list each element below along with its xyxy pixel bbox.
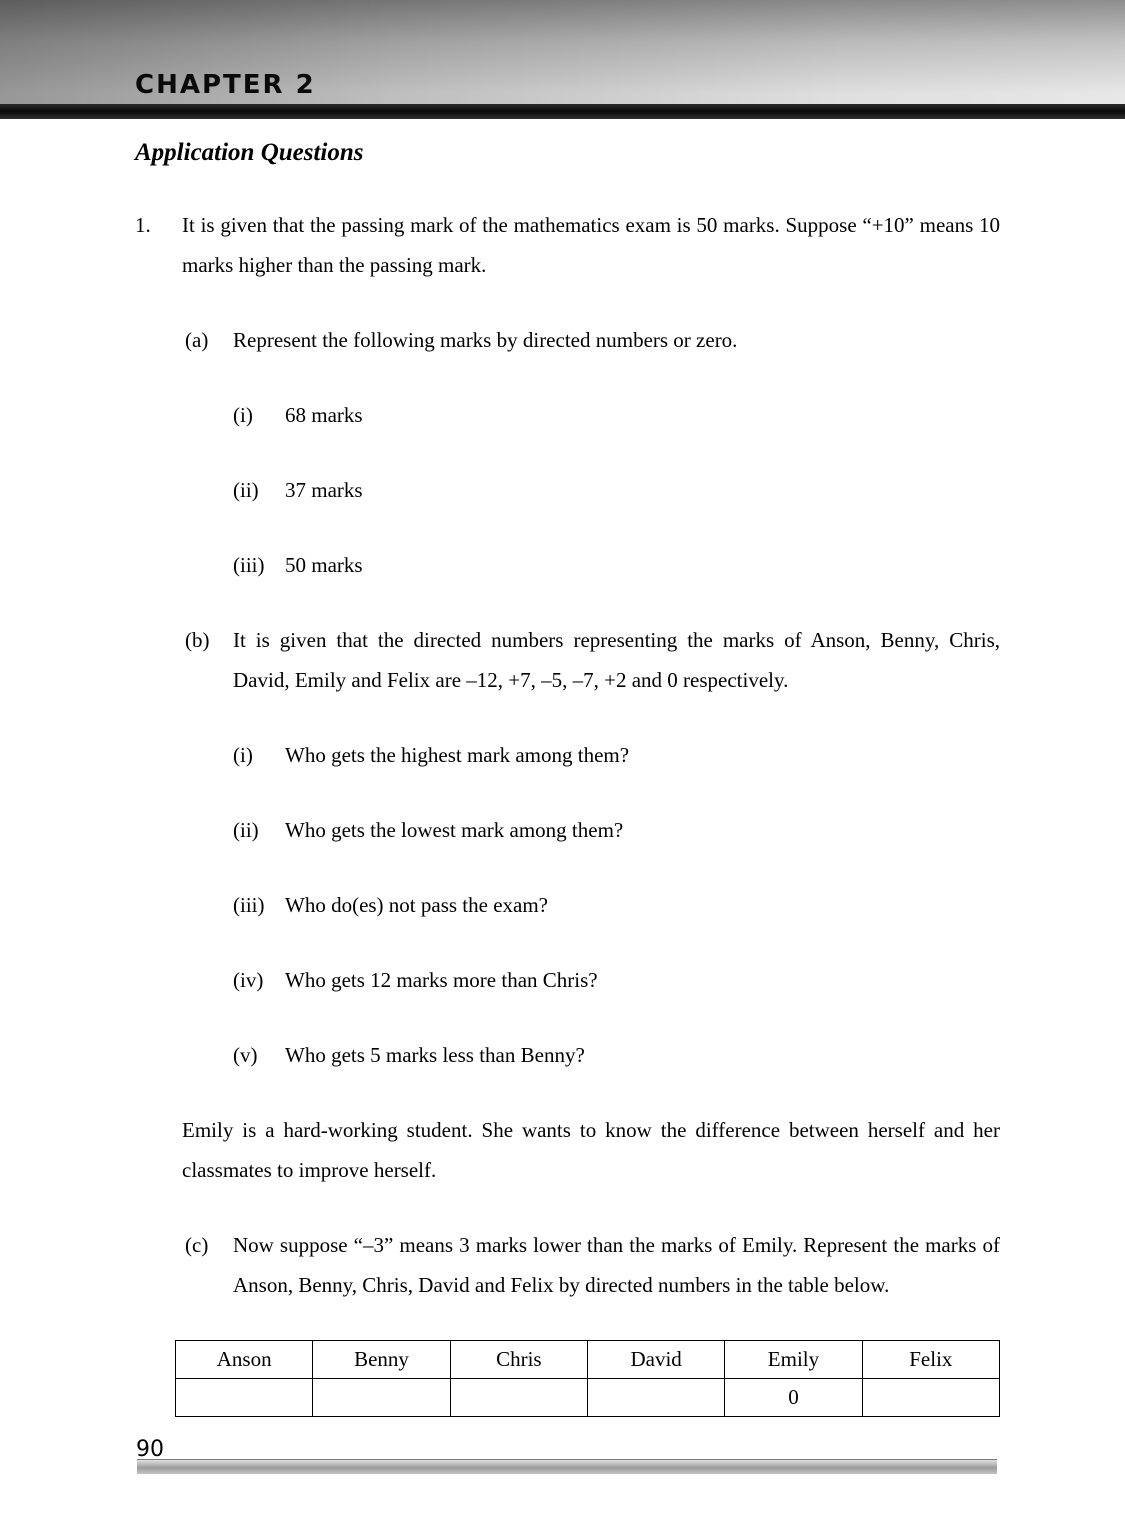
table-cell-benny: [313, 1379, 450, 1417]
table-cell-emily: 0: [725, 1379, 862, 1417]
table-header-emily: Emily: [725, 1341, 862, 1379]
table-header-row: [176, 1341, 1000, 1379]
item-number: (i): [233, 403, 253, 427]
item-text: Who gets 5 marks less than Benny?: [285, 1043, 585, 1067]
part-a-item-ii: [233, 470, 1000, 510]
part-c-text: Now suppose “–3” means 3 marks lower than the marks of Emily. Represent the marks of Anson, Benny, Chris, David and Felix by directed numbers in the table below.: [233, 1233, 1000, 1297]
part-b-item-i: [233, 735, 1000, 775]
item-number: (iii): [233, 553, 265, 577]
table-cell-david: [587, 1379, 724, 1417]
item-text: Who do(es) not pass the exam?: [285, 893, 549, 917]
chapter-title: CHAPTER 2: [135, 70, 316, 100]
item-number: (ii): [233, 478, 259, 502]
content: [0, 133, 1125, 1417]
header-divider: [0, 104, 1125, 119]
part-c-label: (c): [185, 1233, 209, 1257]
part-b-label: (b): [185, 628, 210, 652]
part-b-text: It is given that the directed numbers representing the marks of Anson, Benny, Chris, David, Emily and Felix are –12, +7, –5, –7, +2 and 0 respectively.: [233, 628, 1000, 692]
table-value-row: [176, 1379, 1000, 1417]
table-header-benny: Benny: [313, 1341, 450, 1379]
item-number: (v): [233, 1043, 258, 1067]
part-a-item-iii: [233, 545, 1000, 585]
item-text: 68 marks: [285, 403, 363, 427]
item-text: 50 marks: [285, 553, 363, 577]
page-number: 90: [136, 1437, 164, 1462]
table-cell-chris: [450, 1379, 587, 1417]
part-a-item-i: [233, 395, 1000, 435]
part-c: [185, 1225, 1000, 1305]
part-a-label: (a): [185, 328, 209, 352]
table-cell-anson: [176, 1379, 313, 1417]
emily-note: Emily is a hard-working student. She wants to know the difference between herself and her classmates to improve herself.: [182, 1118, 1000, 1182]
part-b-item-ii: [233, 810, 1000, 850]
item-number: (iv): [233, 968, 264, 992]
table-header-david: David: [587, 1341, 724, 1379]
part-b-item-v: [233, 1035, 1000, 1075]
question-1: [135, 205, 1000, 285]
table-cell-felix: [862, 1379, 999, 1417]
section-title: Application Questions: [135, 139, 364, 166]
marks-table: [175, 1340, 1000, 1417]
table-header-anson: Anson: [176, 1341, 313, 1379]
emily-note-row: [135, 1110, 1000, 1190]
question-intro: It is given that the passing mark of the mathematics exam is 50 marks. Suppose “+10” means 10 marks higher than the passing mark.: [182, 213, 1000, 277]
footer-bar: [137, 1459, 997, 1474]
part-a: [185, 320, 1000, 360]
item-number: (i): [233, 743, 253, 767]
item-text: 37 marks: [285, 478, 363, 502]
item-number: (ii): [233, 818, 259, 842]
table-header-chris: Chris: [450, 1341, 587, 1379]
question-number: 1.: [135, 213, 151, 237]
item-text: Who gets the lowest mark among them?: [285, 818, 624, 842]
part-b: [185, 620, 1000, 700]
item-text: Who gets 12 marks more than Chris?: [285, 968, 598, 992]
table-header-felix: Felix: [862, 1341, 999, 1379]
part-b-item-iv: [233, 960, 1000, 1000]
chapter-banner: [0, 0, 1125, 104]
item-number: (iii): [233, 893, 265, 917]
part-a-text: Represent the following marks by directed numbers or zero.: [233, 328, 738, 352]
part-b-item-iii: [233, 885, 1000, 925]
item-text: Who gets the highest mark among them?: [285, 743, 630, 767]
